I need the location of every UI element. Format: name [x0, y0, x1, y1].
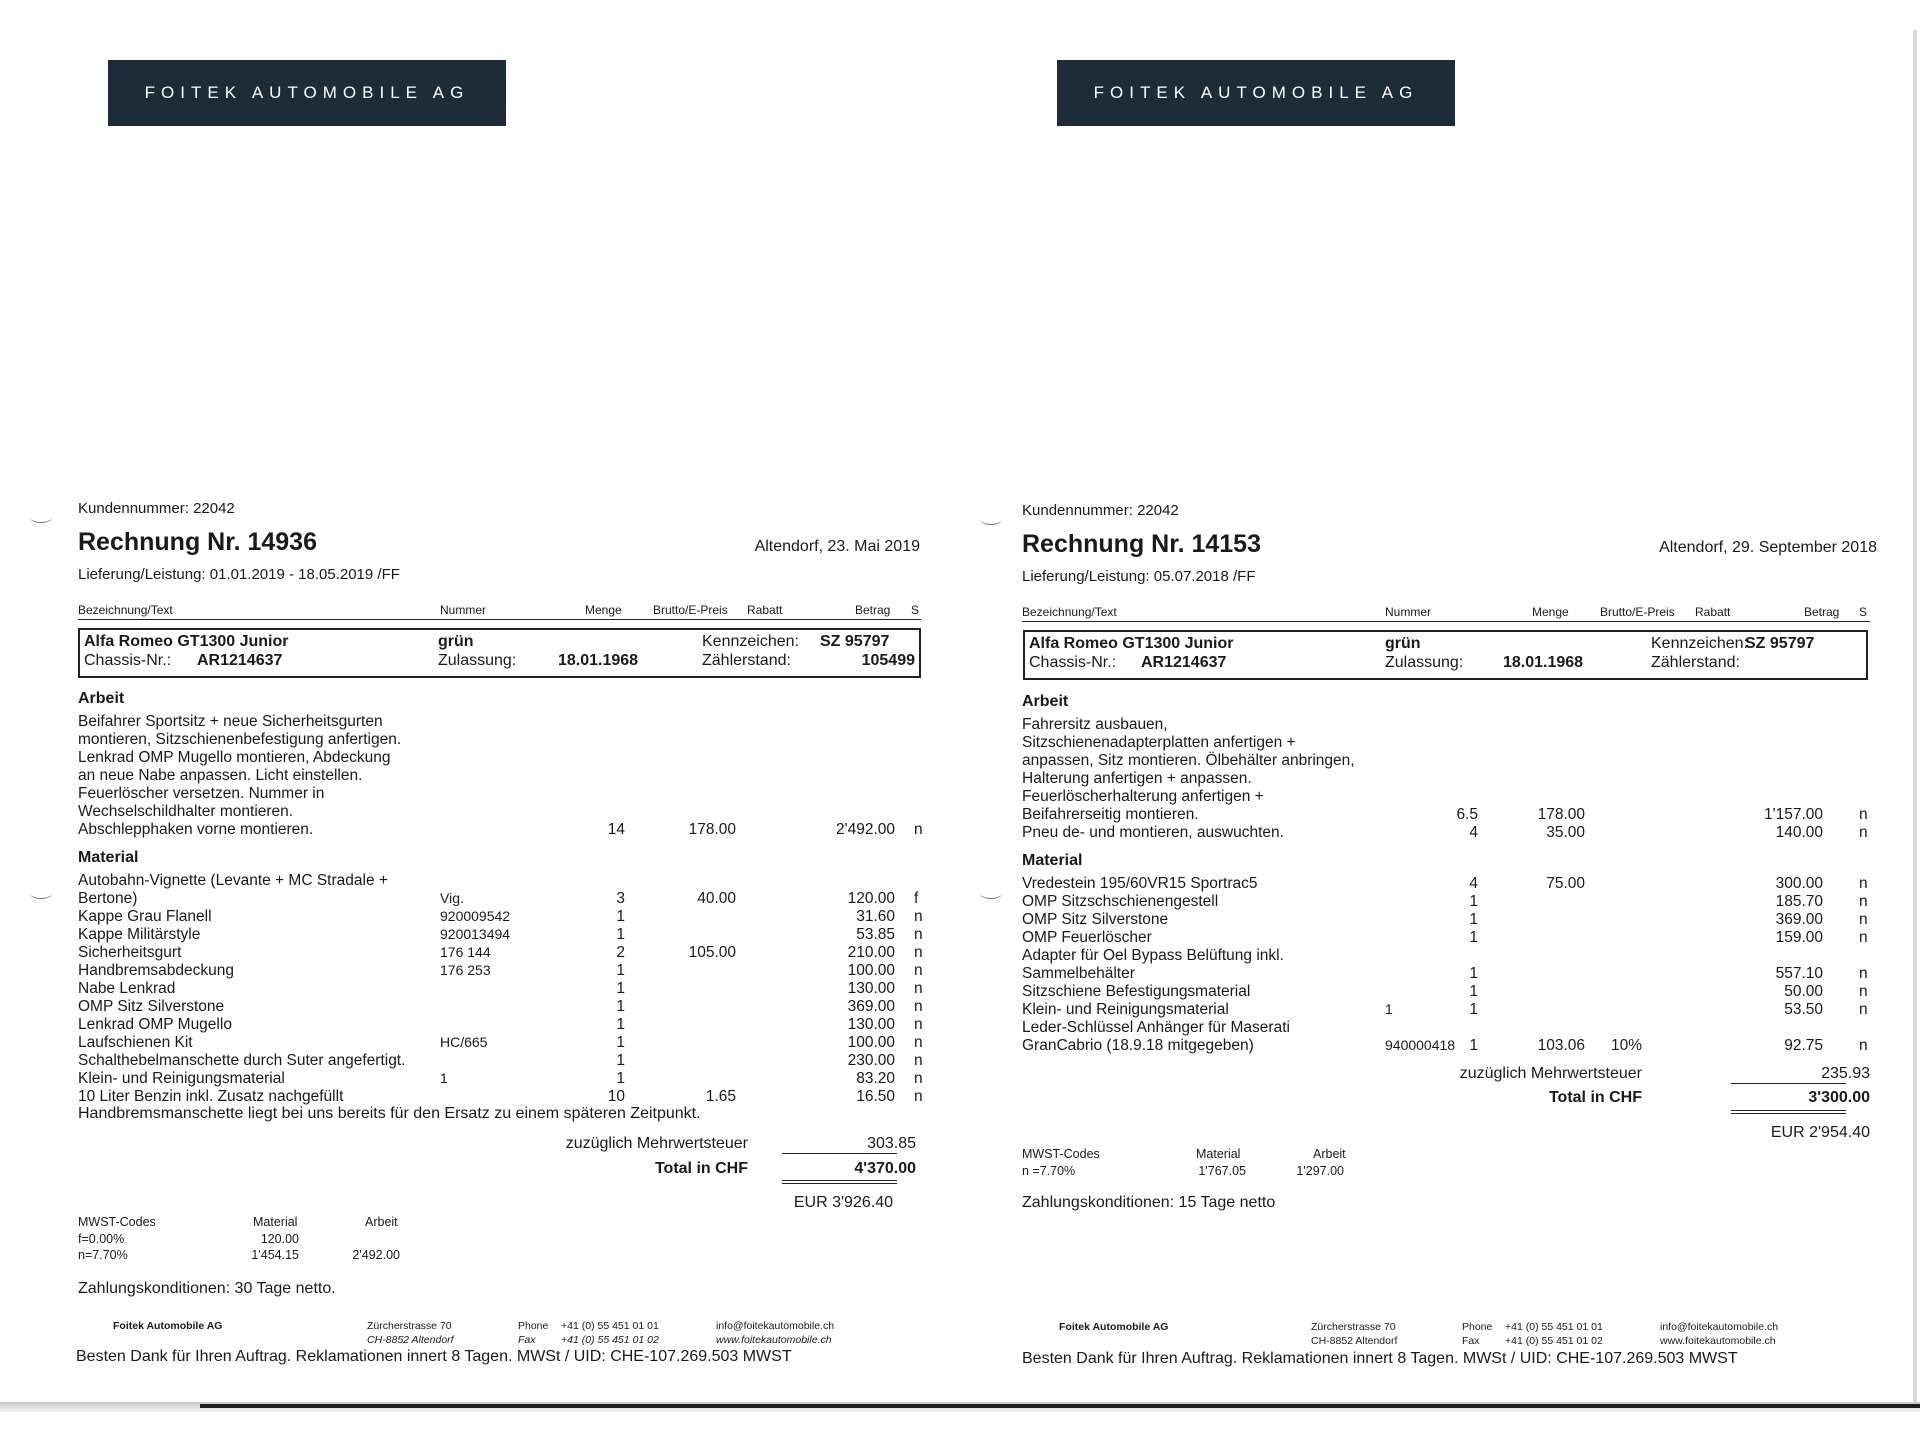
line-item-row	[78, 713, 923, 731]
line-item-betrag: 53.50	[1784, 1001, 1823, 1018]
line-item-row	[1022, 911, 1870, 929]
zulassung-date: 18.01.1968	[558, 652, 639, 669]
line-item-s: n	[914, 821, 923, 838]
col-header-rabatt: Rabatt	[1695, 605, 1731, 619]
line-item-text: Halterung anfertigen + anpassen.	[1022, 770, 1252, 787]
line-item-preis: 1.65	[705, 1088, 736, 1105]
line-item-row	[78, 926, 923, 944]
line-item-row	[78, 767, 923, 785]
line-item-s: n	[1859, 1001, 1868, 1018]
footer-phone-label: Phone	[1462, 1321, 1493, 1333]
total-label: Total in CHF	[1548, 1089, 1642, 1106]
line-item-s: n	[914, 1016, 923, 1033]
chassis-label: Chassis-Nr.:	[84, 652, 172, 669]
footer-company: Foitek Automobile AG	[113, 1320, 223, 1332]
col-header-rabatt: Rabatt	[747, 603, 783, 617]
invoice-note: Handbremsmanschette liegt bei uns bereits für den Ersatz zu einem späteren Zeitpunkt.	[78, 1105, 701, 1122]
line-item-row	[78, 908, 923, 926]
kennzeichen: SZ 95797	[1745, 635, 1815, 652]
line-item-s: n	[1859, 983, 1868, 1000]
delivery-period: Lieferung/Leistung: 05.07.2018 /FF	[1022, 568, 1256, 585]
line-item-menge: 1	[616, 908, 625, 925]
delivery-period: Lieferung/Leistung: 01.01.2019 - 18.05.2019 /FF	[78, 566, 400, 583]
invoice-title: Rechnung Nr. 14153	[1022, 530, 1261, 558]
vehicle-model: Alfa Romeo GT1300 Junior	[84, 633, 289, 650]
vat-amount: 235.93	[1821, 1065, 1870, 1082]
footer-company: Foitek Automobile AG	[1059, 1321, 1169, 1333]
line-item-row	[78, 1070, 923, 1088]
line-item-menge: 1	[1469, 911, 1478, 928]
company-logo: FOITEK AUTOMOBILE AG	[1057, 60, 1455, 126]
total-rule-1	[782, 1180, 897, 1181]
line-item-s: n	[914, 1034, 923, 1051]
material-rows	[1022, 875, 1870, 1055]
line-item-text: OMP Feuerlöscher	[1022, 929, 1152, 946]
line-item-s: n	[914, 1088, 923, 1105]
line-item-text: Vredestein 195/60VR15 Sportrac5	[1022, 875, 1258, 892]
col-header-preis: Brutto/E-Preis	[1600, 605, 1675, 619]
line-item-text: an neue Nabe anpassen. Licht einstellen.	[78, 767, 363, 784]
col-header-s: S	[911, 603, 920, 617]
line-item-nummer: 176 253	[440, 962, 491, 978]
line-item-row	[78, 1016, 923, 1034]
line-item-menge: 1	[1469, 983, 1478, 1000]
total-amount: 3'300.00	[1808, 1089, 1870, 1106]
payment-terms: Zahlungskonditionen: 15 Tage netto	[1022, 1194, 1276, 1211]
line-item-s: n	[1859, 1037, 1868, 1054]
scan-artifact	[980, 514, 1002, 525]
line-item-row	[78, 1052, 923, 1070]
line-item-text: Schalthebelmanschette durch Suter angefertigt.	[78, 1052, 406, 1069]
chassis-number: AR1214637	[197, 652, 283, 669]
vat-label: zuzüglich Mehrwertsteuer	[1459, 1065, 1642, 1082]
line-item-row	[1022, 1037, 1870, 1055]
vat-code-1-material: 120.00	[260, 1232, 299, 1246]
line-item-betrag: 53.85	[856, 926, 895, 943]
arbeit-rows	[1022, 716, 1870, 842]
line-item-row	[1022, 806, 1870, 824]
vehicle-box	[1023, 630, 1868, 680]
line-item-betrag: 16.50	[856, 1088, 895, 1105]
line-item-menge: 1	[616, 926, 625, 943]
line-item-nummer: 1	[440, 1070, 448, 1086]
line-item-row	[1022, 752, 1870, 770]
line-item-menge: 1	[1469, 965, 1478, 982]
col-header-preis: Brutto/E-Preis	[653, 603, 728, 617]
vat-code-1: n =7.70%	[1022, 1164, 1076, 1178]
line-item-preis: 40.00	[697, 890, 736, 907]
line-item-betrag: 185.70	[1775, 893, 1823, 910]
line-item-s: n	[914, 908, 923, 925]
line-item-betrag: 130.00	[847, 1016, 895, 1033]
footer-city: CH-8852 Altendorf	[1311, 1335, 1398, 1347]
line-item-text: anpassen, Sitz montieren. Ölbehälter anbringen,	[1022, 752, 1355, 769]
vehicle-box	[78, 628, 921, 678]
line-item-text: Beifahrer Sportsitz + neue Sicherheitsgurten	[78, 713, 383, 730]
line-item-s: n	[1859, 824, 1868, 841]
vat-code-1-material: 1'767.05	[1198, 1164, 1246, 1178]
vat-codes-header: MWST-Codes	[1022, 1147, 1100, 1161]
line-item-nummer: Vig.	[440, 890, 464, 906]
total-label: Total in CHF	[654, 1160, 748, 1177]
total-rule-1	[1731, 1110, 1846, 1111]
line-item-text: Handbremsabdeckung	[78, 962, 234, 979]
line-item-menge: 1	[1469, 893, 1478, 910]
line-item-text: Laufschienen Kit	[78, 1034, 193, 1051]
line-item-text: Klein- und Reinigungsmaterial	[78, 1070, 285, 1087]
line-item-row	[78, 944, 923, 962]
sum-rule	[782, 1153, 897, 1154]
line-item-s: n	[1859, 965, 1868, 982]
sum-rule	[1731, 1083, 1846, 1084]
line-item-row	[78, 872, 923, 890]
line-item-row	[1022, 947, 1870, 965]
zahlerstand: 105499	[861, 652, 915, 669]
footer-website[interactable]: www.foitekautomobile.ch	[716, 1334, 832, 1346]
total-amount: 4'370.00	[854, 1160, 916, 1177]
vat-code-1-arbeit: 1'297.00	[1296, 1164, 1344, 1178]
line-item-row	[78, 1088, 923, 1106]
zahlerstand-label: Zählerstand:	[1651, 654, 1740, 671]
header-rule	[1022, 621, 1870, 622]
arbeit-rows	[78, 713, 923, 839]
kennzeichen: SZ 95797	[820, 633, 890, 650]
footer-email[interactable]: info@foitekautomobile.ch	[1660, 1321, 1779, 1333]
line-item-nummer: 176 144	[440, 944, 491, 960]
line-item-row	[78, 998, 923, 1016]
zulassung-date: 18.01.1968	[1503, 654, 1584, 671]
invoice-date: Altendorf, 23. Mai 2019	[754, 538, 920, 555]
line-item-betrag: 120.00	[847, 890, 895, 907]
line-item-menge: 1	[616, 1034, 625, 1051]
total-rule-2	[1731, 1113, 1846, 1114]
zulassung-label: Zulassung:	[438, 652, 517, 669]
vat-amount: 303.85	[867, 1135, 916, 1152]
kennzeichen-label: Kennzeichen:	[702, 633, 799, 650]
vehicle-color: grün	[438, 633, 474, 650]
line-item-text: 10 Liter Benzin inkl. Zusatz nachgefüllt	[78, 1088, 344, 1105]
col-header-s: S	[1859, 605, 1868, 619]
line-item-s: n	[914, 1070, 923, 1087]
line-item-text: Feuerlöscherhalterung anfertigen +	[1022, 788, 1264, 805]
line-item-menge: 6.5	[1456, 806, 1478, 823]
line-item-text: Lenkrad OMP Mugello	[78, 1016, 232, 1033]
footer-fax: +41 (0) 55 451 01 02	[561, 1334, 659, 1346]
material-rows	[78, 872, 923, 1106]
line-item-menge: 4	[1469, 875, 1478, 892]
line-item-row	[78, 962, 923, 980]
line-item-text: Sitzschiene Befestigungsmaterial	[1022, 983, 1251, 1000]
line-item-row	[1022, 983, 1870, 1001]
line-item-text: Feuerlöscher versetzen. Nummer in	[78, 785, 325, 802]
line-item-text: Leder-Schlüssel Anhänger für Maserati	[1022, 1019, 1290, 1036]
footer-website[interactable]: www.foitekautomobile.ch	[1660, 1335, 1776, 1347]
col-header-text: Bezeichnung/Text	[78, 603, 173, 617]
footer-city: CH-8852 Altendorf	[367, 1334, 454, 1346]
line-item-menge: 14	[607, 821, 625, 838]
customer-number: Kundennummer: 22042	[78, 500, 235, 517]
vat-codes-arbeit-header: Arbeit	[1313, 1147, 1346, 1161]
line-item-text: Adapter für Oel Bypass Belüftung inkl.	[1022, 947, 1284, 964]
customer-number: Kundennummer: 22042	[1022, 502, 1179, 519]
line-item-text: Pneu de- und montieren, auswuchten.	[1022, 824, 1284, 841]
line-item-text: OMP Sitz Silverstone	[1022, 911, 1169, 928]
section-material: Material	[78, 849, 139, 866]
line-item-row	[1022, 965, 1870, 983]
line-item-text: OMP Sitz Silverstone	[78, 998, 225, 1015]
zahlerstand-label: Zählerstand:	[702, 652, 791, 669]
invoice-date: Altendorf, 29. September 2018	[1659, 539, 1877, 556]
line-item-nummer: HC/665	[440, 1034, 488, 1050]
line-item-nummer: 920013494	[440, 926, 511, 942]
line-item-text: Nabe Lenkrad	[78, 980, 176, 997]
line-item-betrag: 159.00	[1775, 929, 1823, 946]
col-header-text: Bezeichnung/Text	[1022, 605, 1117, 619]
vehicle-model: Alfa Romeo GT1300 Junior	[1029, 635, 1234, 652]
col-header-menge: Menge	[585, 603, 622, 617]
line-item-text: Klein- und Reinigungsmaterial	[1022, 1001, 1229, 1018]
vat-codes-header: MWST-Codes	[78, 1215, 156, 1229]
line-item-text: GranCabrio (18.9.18 mitgegeben)	[1022, 1037, 1254, 1054]
line-item-betrag: 369.00	[847, 998, 895, 1015]
vehicle-color: grün	[1385, 635, 1421, 652]
line-item-row	[78, 1034, 923, 1052]
line-item-menge: 1	[616, 1070, 625, 1087]
footer-fax-label: Fax	[518, 1334, 536, 1346]
line-item-text: Wechselschildhalter montieren.	[78, 803, 294, 820]
line-item-row	[78, 890, 923, 908]
scan-artifact	[30, 888, 52, 899]
line-item-row	[78, 980, 923, 998]
line-item-text: Sammelbehälter	[1022, 965, 1135, 982]
total-rule-2	[782, 1183, 897, 1184]
line-item-text: Sitzschienenadapterplatten anfertigen +	[1022, 734, 1296, 751]
kennzeichen-label: Kennzeichen:	[1651, 635, 1748, 652]
scan-artifact	[30, 512, 52, 523]
line-item-menge: 1	[1469, 1037, 1478, 1054]
line-item-text: Sicherheitsgurt	[78, 944, 182, 961]
eur-amount: EUR 2'954.40	[1770, 1124, 1870, 1141]
line-item-betrag: 31.60	[856, 908, 895, 925]
zulassung-label: Zulassung:	[1385, 654, 1464, 671]
line-item-preis: 103.06	[1537, 1037, 1585, 1054]
line-item-s: n	[914, 926, 923, 943]
col-header-nummer: Nummer	[440, 603, 487, 617]
invoice-title: Rechnung Nr. 14936	[78, 528, 317, 556]
line-item-rabatt: 10%	[1610, 1037, 1642, 1054]
company-logo: FOITEK AUTOMOBILE AG	[108, 60, 506, 126]
footer-fax: +41 (0) 55 451 01 02	[1505, 1335, 1603, 1347]
chassis-number: AR1214637	[1141, 654, 1227, 671]
line-item-menge: 1	[1469, 929, 1478, 946]
line-item-row	[1022, 875, 1870, 893]
line-item-text: montieren, Sitzschienenbefestigung anfertigen.	[78, 731, 402, 748]
scan-artifact	[980, 888, 1002, 899]
vat-codes-material-header: Material	[1196, 1147, 1241, 1161]
line-item-s: n	[1859, 929, 1868, 946]
line-item-menge: 1	[616, 962, 625, 979]
line-item-s: n	[914, 1052, 923, 1069]
footer-street: Zürcherstrasse 70	[1311, 1321, 1396, 1333]
col-header-menge: Menge	[1532, 605, 1569, 619]
footer-thanks: Besten Dank für Ihren Auftrag. Reklamationen innert 8 Tagen. MWSt / UID: CHE-107.269.503 MWST	[1022, 1350, 1738, 1367]
vat-codes-material-header: Material	[253, 1215, 298, 1229]
line-item-text: Abschlepphaken vorne montieren.	[78, 821, 314, 838]
line-item-preis: 178.00	[688, 821, 736, 838]
section-arbeit: Arbeit	[1022, 693, 1069, 710]
line-item-s: n	[914, 998, 923, 1015]
chassis-label: Chassis-Nr.:	[1029, 654, 1117, 671]
line-item-text: Beifahrerseitig montieren.	[1022, 806, 1199, 823]
line-item-nummer: 940000418	[1385, 1037, 1456, 1053]
line-item-row	[78, 749, 923, 767]
line-item-betrag: 369.00	[1775, 911, 1823, 928]
line-item-text: Fahrersitz ausbauen,	[1022, 716, 1168, 733]
line-item-row	[78, 821, 923, 839]
line-item-s: n	[914, 980, 923, 997]
line-item-nummer: 1	[1385, 1001, 1393, 1017]
line-item-row	[1022, 734, 1870, 752]
line-item-menge: 4	[1469, 824, 1478, 841]
line-item-preis: 105.00	[688, 944, 736, 961]
line-item-s: n	[1859, 806, 1868, 823]
line-item-s: n	[914, 944, 923, 961]
header-rule	[78, 619, 921, 620]
section-material: Material	[1022, 852, 1083, 869]
line-item-preis: 178.00	[1537, 806, 1585, 823]
line-item-betrag: 210.00	[847, 944, 895, 961]
vat-codes-arbeit-header: Arbeit	[365, 1215, 398, 1229]
footer-phone: +41 (0) 55 451 01 01	[1505, 1321, 1603, 1333]
line-item-row	[1022, 788, 1870, 806]
invoice-page-left	[0, 0, 945, 1420]
line-item-betrag: 83.20	[856, 1070, 895, 1087]
line-item-menge: 1	[616, 1016, 625, 1033]
line-item-text: Bertone)	[78, 890, 138, 907]
line-item-text: Autobahn-Vignette (Levante + MC Stradale +	[78, 872, 388, 889]
line-item-menge: 1	[616, 998, 625, 1015]
line-item-betrag: 557.10	[1775, 965, 1823, 982]
line-item-betrag: 100.00	[847, 962, 895, 979]
line-item-preis: 75.00	[1546, 875, 1585, 892]
line-item-row	[1022, 893, 1870, 911]
vat-code-1: f=0.00%	[78, 1232, 125, 1246]
col-header-nummer: Nummer	[1385, 605, 1432, 619]
line-item-betrag: 300.00	[1775, 875, 1823, 892]
vat-label: zuzüglich Mehrwertsteuer	[565, 1135, 748, 1152]
line-item-betrag: 50.00	[1784, 983, 1823, 1000]
line-item-row	[78, 785, 923, 803]
payment-terms: Zahlungskonditionen: 30 Tage netto.	[78, 1280, 336, 1297]
line-item-text: OMP Sitzschschienengestell	[1022, 893, 1219, 910]
line-item-s: n	[1859, 893, 1868, 910]
line-item-text: Kappe Militärstyle	[78, 926, 201, 943]
vat-code-2-arbeit: 2'492.00	[352, 1248, 400, 1262]
line-item-betrag: 140.00	[1775, 824, 1823, 841]
col-header-betrag: Betrag	[1804, 605, 1840, 619]
line-item-nummer: 920009542	[440, 908, 511, 924]
line-item-row	[78, 731, 923, 749]
line-item-menge: 10	[607, 1088, 625, 1105]
line-item-preis: 35.00	[1546, 824, 1585, 841]
line-item-row	[1022, 716, 1870, 734]
line-item-row	[1022, 1001, 1870, 1019]
line-item-menge: 1	[616, 980, 625, 997]
line-item-betrag: 1'157.00	[1764, 806, 1823, 823]
col-header-betrag: Betrag	[855, 603, 891, 617]
footer-phone: +41 (0) 55 451 01 01	[561, 1320, 659, 1332]
line-item-row	[1022, 1019, 1870, 1037]
footer-phone-label: Phone	[518, 1320, 549, 1332]
invoice-page-right	[945, 0, 1890, 1420]
footer-thanks: Besten Dank für Ihren Auftrag. Reklamationen innert 8 Tagen. MWSt / UID: CHE-107.269.503 MWST	[76, 1348, 792, 1365]
line-item-betrag: 230.00	[847, 1052, 895, 1069]
line-item-betrag: 130.00	[847, 980, 895, 997]
footer-email[interactable]: info@foitekautomobile.ch	[716, 1320, 835, 1332]
section-arbeit: Arbeit	[78, 690, 125, 707]
line-item-s: n	[914, 962, 923, 979]
line-item-text: Lenkrad OMP Mugello montieren, Abdeckung	[78, 749, 391, 766]
line-item-menge: 2	[616, 944, 625, 961]
line-item-betrag: 92.75	[1784, 1037, 1823, 1054]
line-item-betrag: 2'492.00	[836, 821, 895, 838]
vat-code-2-material: 1'454.15	[251, 1248, 299, 1262]
line-item-s: n	[1859, 875, 1868, 892]
line-item-s: f	[914, 890, 919, 907]
scan-edge	[1913, 30, 1917, 1410]
eur-amount: EUR 3'926.40	[793, 1194, 893, 1211]
line-item-row	[1022, 929, 1870, 947]
line-item-menge: 3	[616, 890, 625, 907]
line-item-menge: 1	[1469, 1001, 1478, 1018]
line-item-menge: 1	[616, 1052, 625, 1069]
line-item-betrag: 100.00	[847, 1034, 895, 1051]
footer-street: Zürcherstrasse 70	[367, 1320, 452, 1332]
line-item-row	[78, 803, 923, 821]
line-item-row	[1022, 824, 1870, 842]
vat-code-2: n=7.70%	[78, 1248, 128, 1262]
line-item-text: Kappe Grau Flanell	[78, 908, 212, 925]
footer-fax-label: Fax	[1462, 1335, 1480, 1347]
line-item-s: n	[1859, 911, 1868, 928]
line-item-row	[1022, 770, 1870, 788]
scan-bottom-shadow	[200, 1404, 1920, 1408]
